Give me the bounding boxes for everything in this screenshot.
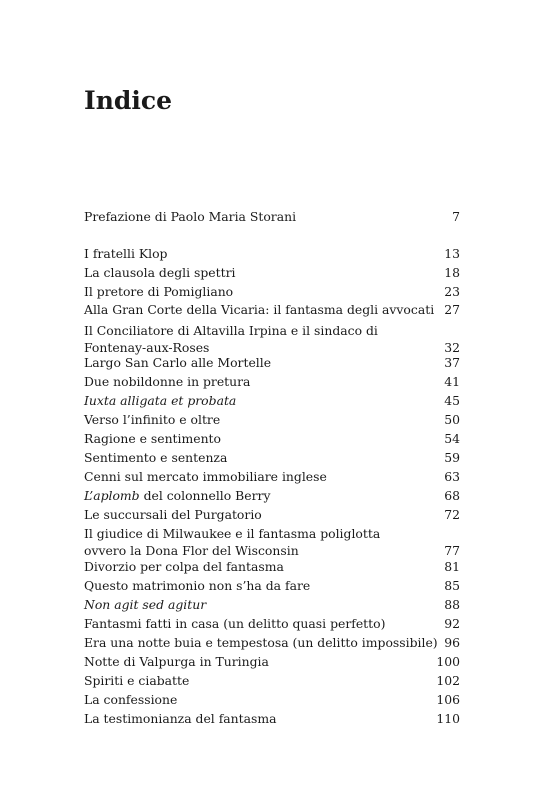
text: Spiriti e ciabatte	[84, 673, 190, 688]
toc-entry-title	[84, 264, 460, 281]
toc-entry	[84, 468, 460, 485]
toc-entry	[84, 487, 460, 504]
toc-page-number: 27	[444, 302, 460, 317]
toc-page-number: 7	[452, 209, 460, 224]
text: Le succursali del Purgatorio	[84, 507, 262, 522]
toc-page-number: 81	[444, 559, 460, 574]
toc-entry-title	[84, 596, 460, 613]
toc-entry	[84, 373, 460, 390]
text: Questo matrimonio non s’ha da fare	[84, 578, 311, 593]
text: La clausola degli spettri	[84, 265, 236, 280]
text: Sentimento e sentenza	[84, 450, 228, 465]
text: Largo San Carlo alle Mortelle	[84, 355, 272, 370]
toc-entry	[84, 283, 460, 300]
toc-entry	[84, 506, 460, 523]
toc-page-number: 92	[444, 616, 460, 631]
toc-entry-title	[84, 245, 460, 262]
toc-entry-title	[84, 558, 460, 575]
toc-entry-title	[84, 283, 460, 300]
text: Era una notte buia e tempestosa (un delitto impossibile)	[84, 635, 438, 650]
toc-page-number: 110	[436, 711, 460, 726]
toc-entry	[84, 245, 460, 262]
toc-entry-title	[84, 577, 460, 594]
toc-page-number: 68	[444, 488, 460, 503]
toc-page-number: 100	[436, 654, 460, 669]
toc-page-number: 41	[444, 374, 460, 389]
toc-page-number: 45	[444, 393, 460, 408]
toc-entry-title	[84, 672, 460, 689]
toc-entry	[84, 449, 460, 466]
toc-page-number: 63	[444, 469, 460, 484]
italic-text: Non agit sed agitur	[84, 597, 207, 612]
toc-entry	[84, 615, 460, 632]
toc-entry-title	[84, 468, 460, 485]
toc-page-number: 23	[444, 284, 460, 299]
toc-entry	[84, 430, 460, 447]
toc-entry	[84, 672, 460, 689]
toc-entry	[84, 208, 460, 225]
text: La testimonianza del fantasma	[84, 711, 277, 726]
toc-entry-title	[84, 430, 460, 447]
toc-page-number: 106	[436, 692, 460, 707]
toc-entry	[84, 653, 460, 670]
toc-entry-title	[84, 301, 460, 318]
toc-page-number: 50	[444, 412, 460, 427]
toc-entry	[84, 525, 460, 559]
page-title: Indice	[84, 86, 172, 115]
toc-page-number: 59	[444, 450, 460, 465]
toc-entry-title	[84, 208, 460, 225]
toc-page-number: 85	[444, 578, 460, 593]
toc-entry	[84, 691, 460, 708]
text: La confessione	[84, 692, 178, 707]
toc-entry-title	[84, 373, 460, 390]
toc-entry	[84, 301, 460, 318]
toc-entry-title	[84, 449, 460, 466]
toc-page-number: 96	[444, 635, 460, 650]
toc-entry	[84, 264, 460, 281]
text: Ragione e sentimento	[84, 431, 221, 446]
italic-text: Iuxta alligata et probata	[84, 393, 237, 408]
text: del colonnello Berry	[139, 488, 271, 503]
toc-entry-title	[84, 487, 460, 504]
toc-entry	[84, 392, 460, 409]
toc-entry	[84, 354, 460, 371]
toc-page-number: 13	[444, 246, 460, 261]
toc-entry-title	[84, 653, 460, 670]
toc-page-number: 88	[444, 597, 460, 612]
toc-page-number: 18	[444, 265, 460, 280]
text: Il pretore di Pomigliano	[84, 284, 234, 299]
toc-entry-title	[84, 525, 414, 559]
toc-page-number: 102	[436, 673, 460, 688]
toc-page-number: 54	[444, 431, 460, 446]
toc-entry-title	[84, 392, 460, 409]
text: Cenni sul mercato immobiliare inglese	[84, 469, 327, 484]
toc-page-number: 37	[444, 355, 460, 370]
italic-text: L’aplomb	[84, 488, 140, 503]
toc-page-number: 72	[444, 507, 460, 522]
toc-entry-title	[84, 710, 460, 727]
toc-entry-title	[84, 411, 460, 428]
text: Divorzio per colpa del fantasma	[84, 559, 284, 574]
text: I fratelli Klop	[84, 246, 168, 261]
text: Prefazione di Paolo Maria Storani	[84, 209, 297, 224]
toc-entry-title	[84, 634, 460, 651]
toc-entry	[84, 322, 460, 356]
toc-entry	[84, 577, 460, 594]
toc-entry-title	[84, 322, 414, 356]
toc-entry-title	[84, 691, 460, 708]
toc-entry	[84, 596, 460, 613]
text: Il Conciliatore di Altavilla Irpina e il sindaco di Fontenay-aux-Roses	[84, 323, 378, 355]
toc-entry-title	[84, 354, 460, 371]
toc-entry-title	[84, 506, 460, 523]
toc-entry	[84, 411, 460, 428]
toc-page-number: 77	[444, 543, 460, 558]
toc-entry	[84, 634, 460, 651]
text: Alla Gran Corte della Vicaria: il fantasma degli avvocati	[84, 302, 435, 317]
toc-page-number: 32	[444, 340, 460, 355]
text: Verso l’infinito e oltre	[84, 412, 221, 427]
text: Due nobildonne in pretura	[84, 374, 251, 389]
text: Notte di Valpurga in Turingia	[84, 654, 269, 669]
toc-entry-title	[84, 615, 460, 632]
text: Fantasmi fatti in casa (un delitto quasi perfetto)	[84, 616, 386, 631]
toc-entry	[84, 558, 460, 575]
text: Il giudice di Milwaukee e il fantasma poliglotta ovvero la Dona Flor del Wisconsin	[84, 526, 381, 558]
toc-entry	[84, 710, 460, 727]
